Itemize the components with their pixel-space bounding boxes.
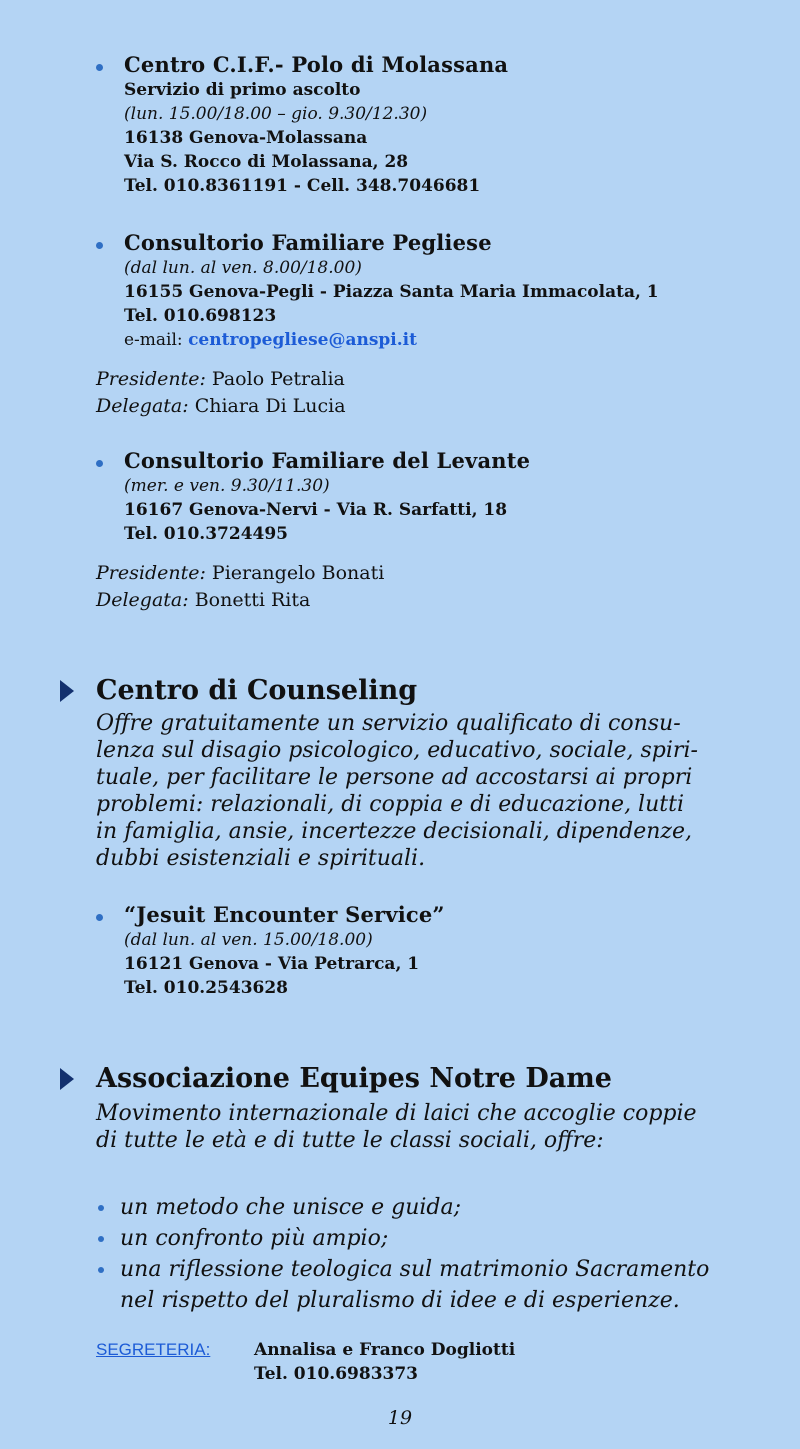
bullet-icon	[98, 1267, 104, 1273]
entry-hours: (dal lun. al ven. 15.00/18.00)	[124, 930, 373, 950]
entry-cif-molassana	[96, 52, 776, 198]
section-marker-icon	[60, 1068, 74, 1090]
bullet-icon	[98, 1236, 104, 1242]
role-presidente: Presidente: Paolo Petralia	[96, 368, 345, 390]
entry-name: Consultorio Familiare del Levante	[124, 448, 531, 473]
entry-jesuit	[96, 902, 776, 1000]
page-number: 19	[387, 1407, 413, 1429]
role-delegata: Delegata: Bonetti Rita	[96, 589, 311, 611]
section-title: Centro di Counseling	[96, 675, 418, 706]
segreteria-name: Annalisa e Franco Dogliotti	[254, 1340, 516, 1360]
section-marker-icon	[60, 680, 74, 702]
entry-address: 16121 Genova - Via Petrarca, 1	[124, 954, 420, 974]
entry-phone: Tel. 010.2543628	[124, 978, 289, 998]
bullet-icon	[96, 460, 103, 467]
entry-hours: (mer. e ven. 9.30/11.30)	[124, 476, 330, 496]
segreteria-phone: Tel. 010.6983373	[254, 1364, 419, 1384]
bullet-icon	[96, 64, 103, 71]
email-link[interactable]: centropegliese@anspi.it	[188, 330, 417, 350]
notre-dame-offer-list	[96, 1192, 776, 1316]
email-label: e-mail:	[124, 330, 183, 350]
entry-hours: (lun. 15.00/18.00 – gio. 9.30/12.30)	[124, 104, 428, 124]
entry-service: Servizio di primo ascolto	[124, 80, 361, 100]
list-item: un confronto più ampio;	[96, 1223, 776, 1254]
counseling-description: Offre gratuitamente un servizio qualificato di consu- lenza sul disagio psicologico, educativo, sociale, spiri- tuale, per facilitare le persone ad accostarsi ai propri problemi: relazionali, di coppia e di educazione, lutti in famiglia, ansie, incertezze decisionali, dipendenze, dubbi esistenziali e spirituali.	[96, 711, 698, 871]
entry-address: 16167 Genova-Nervi - Via R. Sarfatti, 18	[124, 500, 508, 520]
role-presidente: Presidente: Pierangelo Bonati	[96, 562, 385, 584]
entry-hours: (dal lun. al ven. 8.00/18.00)	[124, 258, 362, 278]
entry-city: 16138 Genova-Molassana	[124, 128, 368, 148]
section-counseling-heading	[58, 674, 778, 708]
entry-phone: Tel. 010.698123	[124, 306, 277, 326]
entry-phone: Tel. 010.3724495	[124, 524, 289, 544]
entry-address: Via S. Rocco di Molassana, 28	[124, 152, 409, 172]
role-delegata: Delegata: Chiara Di Lucia	[96, 395, 346, 417]
segreteria-label[interactable]: SEGRETERIA:	[96, 1340, 211, 1359]
entry-levante	[96, 448, 776, 546]
segreteria-contact	[254, 1338, 515, 1386]
bullet-icon	[98, 1205, 104, 1211]
entry-name: Consultorio Familiare Pegliese	[124, 230, 492, 255]
notre-dame-description: Movimento internazionale di laici che accoglie coppie di tutte le età e di tutte le classi sociali, offre:	[96, 1101, 697, 1153]
entry-name: “Jesuit Encounter Service”	[124, 902, 445, 927]
entry-address: 16155 Genova-Pegli - Piazza Santa Maria Immacolata, 1	[124, 282, 659, 302]
bullet-icon	[96, 242, 103, 249]
section-title: Associazione Equipes Notre Dame	[96, 1063, 612, 1094]
entry-name: Centro C.I.F.- Polo di Molassana	[124, 52, 509, 77]
entry-phone: Tel. 010.8361191 - Cell. 348.7046681	[124, 176, 481, 196]
section-notre-dame-heading	[58, 1062, 778, 1096]
bullet-icon	[96, 914, 103, 921]
list-item: un metodo che unisce e guida;	[96, 1192, 776, 1223]
list-item: una riflessione teologica sul matrimonio Sacramento nel rispetto del pluralismo di idee e di esperienze.	[96, 1254, 776, 1316]
entry-pegliese	[96, 230, 776, 352]
